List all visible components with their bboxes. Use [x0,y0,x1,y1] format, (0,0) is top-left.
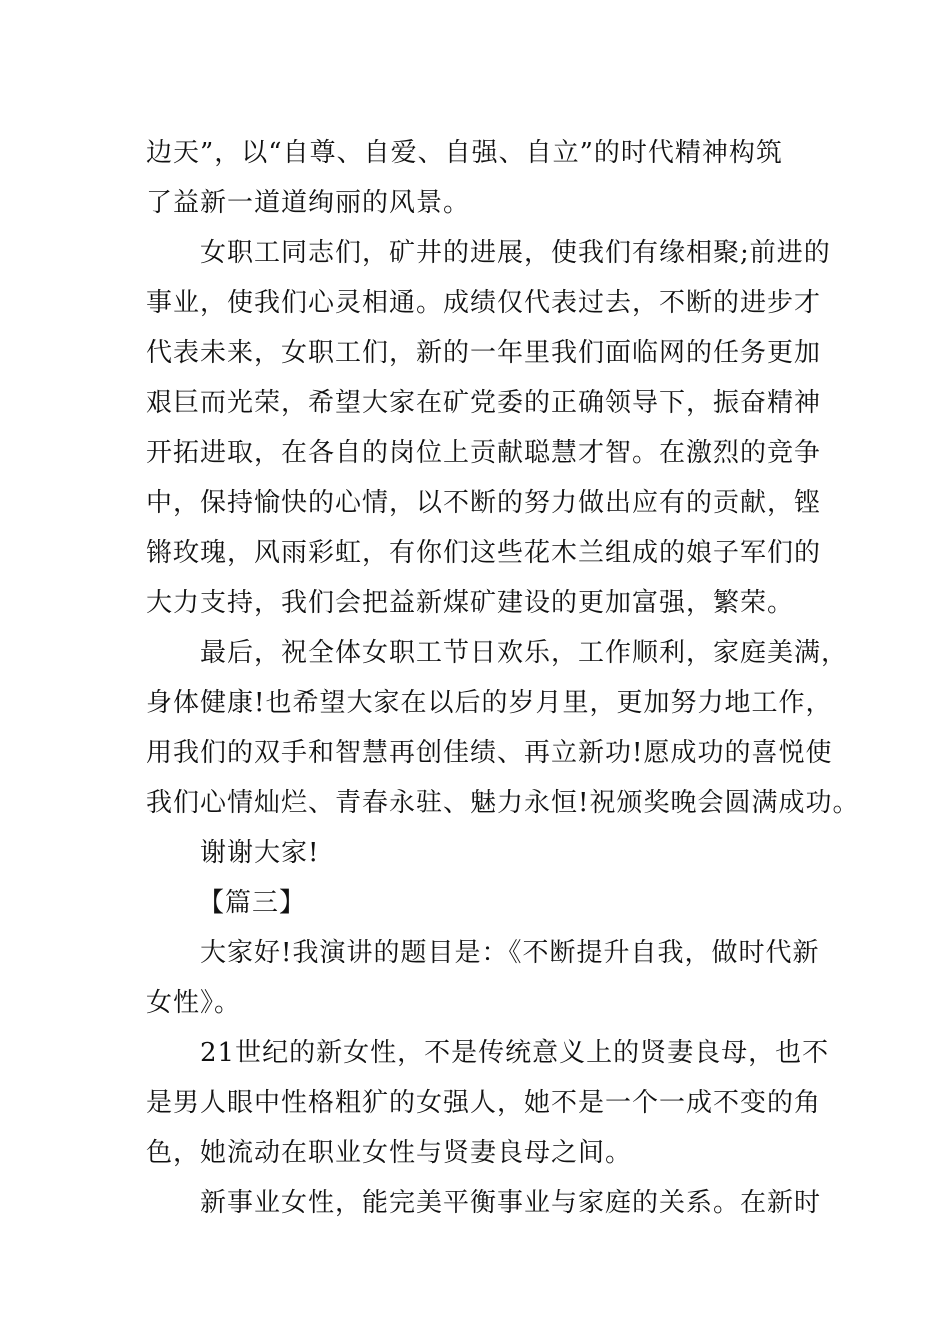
paragraph-start-line: 最后，祝全体女职工节日欢乐，工作顺利，家庭美满， [200,638,849,668]
text-line: 身体健康!也希望大家在以后的岁月里，更加努力地工作， [146,688,833,718]
text-line: 用我们的双手和智慧再创佳绩、再立新功!愿成功的喜悦使 [146,738,833,768]
text-line: 中，保持愉快的心情，以不断的努力做出应有的贡献，铿 [146,488,822,518]
text-line: 代表未来，女职工们，新的一年里我们面临网的任务更加 [146,338,822,368]
text-line: 是男人眼中性格粗犷的女强人，她不是一个一成不变的角 [146,1088,822,1118]
paragraph-start-line: 21世纪的新女性，不是传统意义上的贤妻良母，也不 [200,1038,830,1068]
section-heading: 【篇三】 [198,888,307,918]
text-line: 开拓进取，在各自的岗位上贡献聪慧才智。在激烈的竞争 [146,438,822,468]
text-line: 边天”，以“自尊、自爱、自强、自立”的时代精神构筑 [146,138,783,168]
paragraph-start-line: 女职工同志们，矿井的进展，使我们有缘相聚;前进的 [200,238,831,268]
text-line: 了益新一道道绚丽的风景。 [146,188,471,218]
text-line: 事业，使我们心灵相通。成绩仅代表过去，不断的进步才 [146,288,822,318]
text-line: 我们心情灿烂、青春永驻、魅力永恒!祝颁奖晚会圆满成功。 [146,788,860,818]
closing-line: 谢谢大家! [200,838,320,868]
text-line: 艰巨而光荣，希望大家在矿党委的正确领导下，振奋精神 [146,388,822,418]
text-line: 女性》。 [146,988,242,1018]
document-body [146,128,860,1228]
text-line: 色，她流动在职业女性与贤妻良母之间。 [146,1138,633,1168]
text-line: 锵玫瑰，风雨彩虹，有你们这些花木兰组成的娘子军们的 [146,538,822,568]
paragraph-start-line: 大家好!我演讲的题目是：《不断提升自我，做时代新 [200,938,820,968]
text-line: 大力支持，我们会把益新煤矿建设的更加富强，繁荣。 [146,588,795,618]
paragraph-start-line: 新事业女性，能完美平衡事业与家庭的关系。在新时 [200,1188,822,1218]
